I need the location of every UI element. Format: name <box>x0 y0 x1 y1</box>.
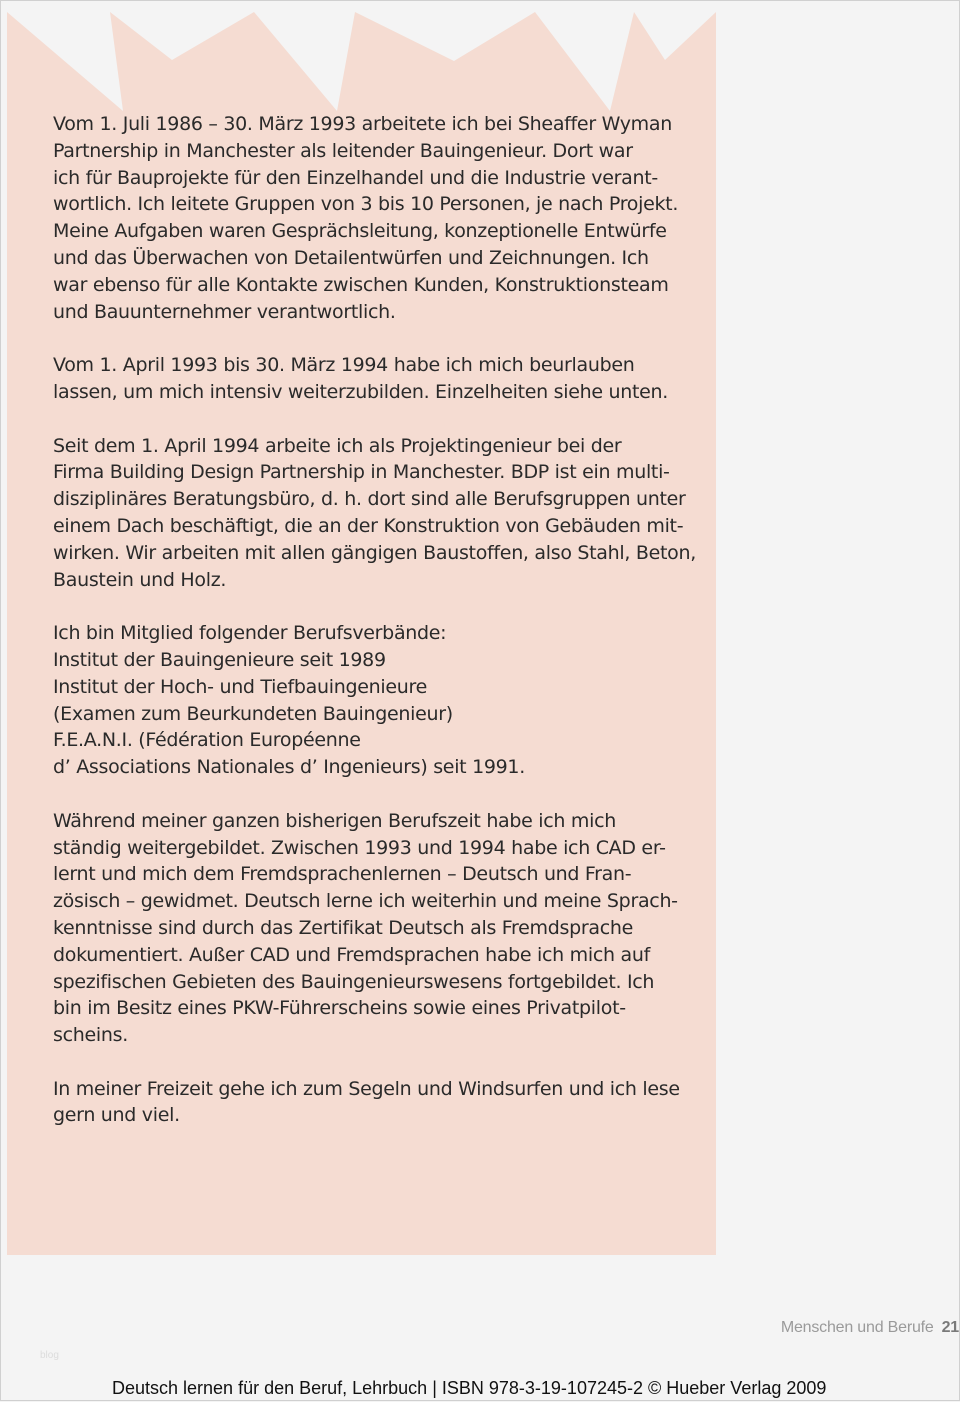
running-head-title: Menschen und Berufe <box>780 1319 934 1336</box>
body-text <box>53 111 696 1156</box>
text-line: bin im Besitz eines PKW-Führerscheins sowie eines Privatpilot- <box>53 997 626 1020</box>
text-line: lassen, um mich intensiv weiterzubilden. Einzelheiten siehe unten. <box>53 380 669 403</box>
text-line: dokumentiert. Außer CAD und Fremdsprachen habe ich mich auf <box>53 943 650 966</box>
text-line: lernt und mich dem Fremdsprachenlernen – Deutsch und Fran- <box>53 863 632 886</box>
text-line: und das Überwachen von Detailentwürfen und Zeichnungen. Ich <box>53 246 649 269</box>
text-line: einem Dach beschäftigt, die an der Konstruktion von Gebäuden mit- <box>53 514 684 537</box>
watermark: blog <box>40 1350 59 1361</box>
running-head <box>781 1319 959 1337</box>
text-line: war ebenso für alle Kontakte zwischen Kunden, Konstruktionsteam <box>53 273 669 296</box>
text-line: Firma Building Design Partnership in Manchester. BDP ist ein multi- <box>53 461 670 484</box>
paragraph <box>53 352 693 406</box>
text-line: disziplinäres Beratungsbüro, d. h. dort sind alle Berufsgruppen unter <box>53 488 686 511</box>
text-line: und Bauunternehmer verantwortlich. <box>53 300 396 323</box>
footer-credit: Deutsch lernen für den Beruf, Lehrbuch | ISBN 978-3-19-107245-2 © Hueber Verlag 2009 <box>112 1378 827 1398</box>
text-line: gern und viel. <box>53 1104 180 1127</box>
text-line: ich für Bauprojekte für den Einzelhandel und die Industrie verant- <box>53 166 658 189</box>
text-line: wirken. Wir arbeiten mit allen gängigen Baustoffen, also Stahl, Beton, <box>53 541 696 564</box>
text-line: kenntnisse sind durch das Zertifikat Deutsch als Fremdsprache <box>53 916 633 939</box>
paragraph <box>53 1076 693 1130</box>
text-line: d’ Associations Nationales d’ Ingenieurs) seit 1991. <box>53 756 525 779</box>
text-line: Baustein und Holz. <box>53 568 227 591</box>
text-line: (Examen zum Beurkundeten Bauingenieur) <box>53 702 453 725</box>
paragraph <box>53 620 693 781</box>
text-line: scheins. <box>53 1024 128 1047</box>
text-line: zösisch – gewidmet. Deutsch lerne ich weiterhin und meine Sprach- <box>53 890 678 913</box>
text-line: Vom 1. April 1993 bis 30. März 1994 habe ich mich beurlauben <box>53 354 635 377</box>
paragraph <box>53 808 693 1049</box>
text-line: Vom 1. Juli 1986 – 30. März 1993 arbeitete ich bei Sheaffer Wyman <box>53 113 672 135</box>
paragraph <box>53 111 693 325</box>
text-line: wortlich. Ich leitete Gruppen von 3 bis 10 Personen, je nach Projekt. <box>53 193 679 216</box>
text-line: Seit dem 1. April 1994 arbeite ich als Projektingenieur bei der <box>53 434 622 457</box>
text-line: spezifischen Gebieten des Bauingenieurswesens fortgebildet. Ich <box>53 970 655 993</box>
page-number: 21 <box>941 1319 959 1336</box>
text-line: F.E.A.N.I. (Fédération Européenne <box>53 729 361 752</box>
text-line: ständig weitergebildet. Zwischen 1993 und 1994 habe ich CAD er- <box>53 836 666 859</box>
text-line: Ich bin Mitglied folgender Berufsverbände: <box>53 622 447 645</box>
text-line: Institut der Hoch- und Tiefbauingenieure <box>53 675 427 698</box>
text-line: Während meiner ganzen bisherigen Berufszeit habe ich mich <box>53 809 616 832</box>
text-line: Partnership in Manchester als leitender Bauingenieur. Dort war <box>53 139 633 162</box>
text-line: In meiner Freizeit gehe ich zum Segeln und Windsurfen und ich lese <box>53 1077 680 1100</box>
paragraph <box>53 433 696 594</box>
text-line: Institut der Bauingenieure seit 1989 <box>53 648 386 671</box>
text-line: Meine Aufgaben waren Gesprächsleitung, konzeptionelle Entwürfe <box>53 220 667 243</box>
